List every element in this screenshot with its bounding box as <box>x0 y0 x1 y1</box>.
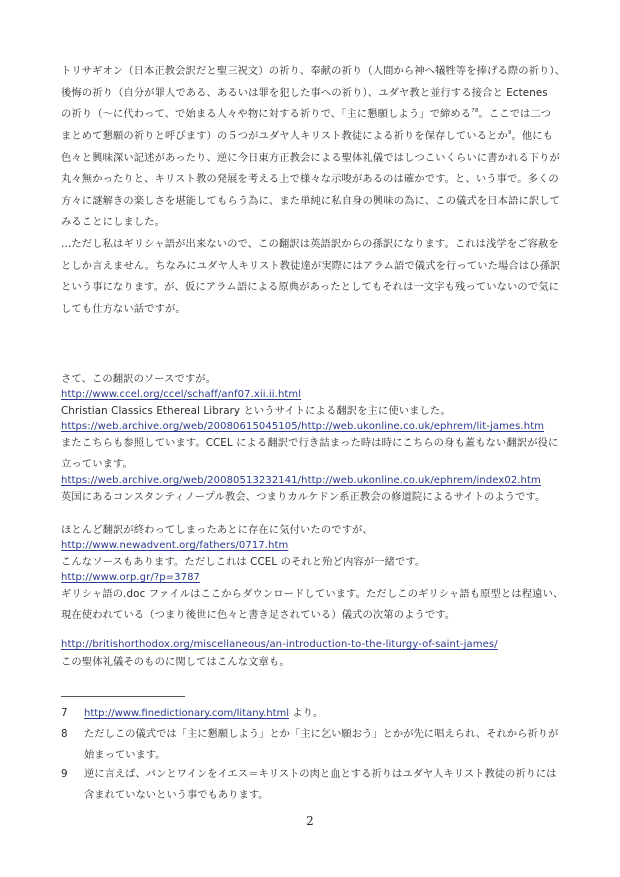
source-link-ukonline-index[interactable]: https://web.archive.org/web/20080513232141/http://web.ukonline.co.uk/ephrem/index02.htm <box>61 475 541 486</box>
source-link-ccel[interactable]: http://www.ccel.org/ccel/schaff/anf07.xii.ii.html <box>61 389 302 400</box>
text-segment: 。他にも <box>511 130 554 142</box>
footnote-reference[interactable]: 9 <box>507 130 512 136</box>
text-line: トリサギオン（日本正教会訳だと聖三祝文）の祈り、奉献の祈り（人間から神へ犠牲等を捧げる際の祈り）、 <box>61 65 566 77</box>
footnote-text: より。 <box>289 707 324 719</box>
text-line: 方々に謎解きの楽しさを堪能してもらう為に、また単純に私自身の興味の為に、この儀式を日本語に訳して <box>61 195 561 207</box>
text-line: としか言えません。ちなみにユダヤ人キリスト教徒達が実際にはアラム語で儀式を行っていた場合はひ孫訳 <box>61 260 561 272</box>
text-segment: の祈り（～に代わって、で始まる人々や物に対する祈りで、「主に懇願しよう」で締める <box>61 108 472 120</box>
footnote-number: 8 <box>61 728 68 740</box>
text-line: この聖体礼儀そのものに関してはこんな文章も。 <box>61 656 290 668</box>
footnote-text: 逆に言えば、パンとワインをイエス＝キリストの肉と血とする祈りはユダヤ人キリスト教徒の祈りには <box>84 768 557 780</box>
text-line: またこちらも参照しています。CCEL による翻訳で行き詰まった時は時にこちらの身も蓋もない翻訳が役に <box>61 437 559 449</box>
text-line: ギリシャ語の.doc ファイルはここからダウンロードしています。ただしこのギリシャ語も原型とは程遠い、 <box>61 588 564 600</box>
text-line: 立っています。 <box>61 458 133 470</box>
footnote-text: ただしこの儀式では「主に懇願しよう」とか「主に乞い願おう」とかが先に唱えられ、それから祈りが <box>84 728 559 740</box>
text-line: しても仕方ない話ですが。 <box>61 303 186 315</box>
text-line: …ただし私はギリシャ語が出来ないので、この翻訳は英語訳からの孫訳になります。これは浅学をご容赦を <box>61 238 559 250</box>
footnote-reference[interactable]: 78 <box>471 108 479 114</box>
text-line: みることにしました。 <box>61 216 165 228</box>
footnote-number: 9 <box>61 768 68 780</box>
source-link-orp[interactable]: http://www.orp.gr/?p=3787 <box>61 572 200 583</box>
footnote-number: 7 <box>61 707 68 719</box>
source-link-newadvent[interactable]: http://www.newadvent.org/fathers/0717.htm <box>61 540 289 551</box>
text-line <box>61 106 551 122</box>
page-number: 2 <box>306 814 314 828</box>
source-link-ukonline-lit-james[interactable]: https://web.archive.org/web/20080615045105/http://web.ukonline.co.uk/ephrem/lit-james.htm <box>61 421 545 432</box>
text-line: という事になります。が、仮にアラム語による原典があったとしてもそれは一文字も残っていないので気に <box>61 281 560 293</box>
text-segment: 。ここでは二つ <box>478 108 552 120</box>
text-line: こんなソースもあります。ただしこれは CCEL のそれと殆ど内容が一緒です。 <box>61 556 426 568</box>
text-line: 後悔の祈り（自分が罪人である、あるいは罪を犯した事への祈り）、ユダヤ教と並行する接合と Ectenes <box>61 87 548 99</box>
text-line: ほとんど翻訳が終わってしまったあとに存在に気付いたのですが、 <box>61 524 373 536</box>
text-segment: まとめて懇願の祈りと呼びます）の５つがユダヤ人キリスト教徒による祈りを保存しているとか <box>61 130 508 142</box>
footnote-link-finedictionary[interactable]: http://www.finedictionary.com/litany.html <box>84 708 290 719</box>
sources-lead: さて、この翻訳のソースですが。 <box>61 373 217 385</box>
footnote-separator <box>61 696 185 697</box>
footnote-text: 始まっています。 <box>84 749 166 761</box>
text-line: 英国にあるコンスタンティノープル教会、つまりカルケドン系正教会の修道院によるサイトのようです。 <box>61 491 546 503</box>
footnote-text: 含まれていないという事でもあります。 <box>84 789 269 801</box>
text-line <box>61 128 553 144</box>
text-line: 色々と興味深い記述があったり、逆に今日東方正教会による聖体礼儀ではしつこいくらいに書かれる下りが <box>61 152 560 164</box>
text-line: Christian Classics Ethereal Library というサイトによる翻訳を主に使いました。 <box>61 405 451 417</box>
text-line: 現在使われている（つまり後世に色々と書き足されている）儀式の次第のようです。 <box>61 609 456 621</box>
text-line: 丸々無かったりと、キリスト教の発展を考える上で様々な示唆があるのは確かです。と、いう事で。多くの <box>61 173 559 185</box>
source-link-britishorthodox[interactable]: http://britishorthodox.org/miscellaneous/an-introduction-to-the-liturgy-of-saint-james/ <box>61 639 498 650</box>
